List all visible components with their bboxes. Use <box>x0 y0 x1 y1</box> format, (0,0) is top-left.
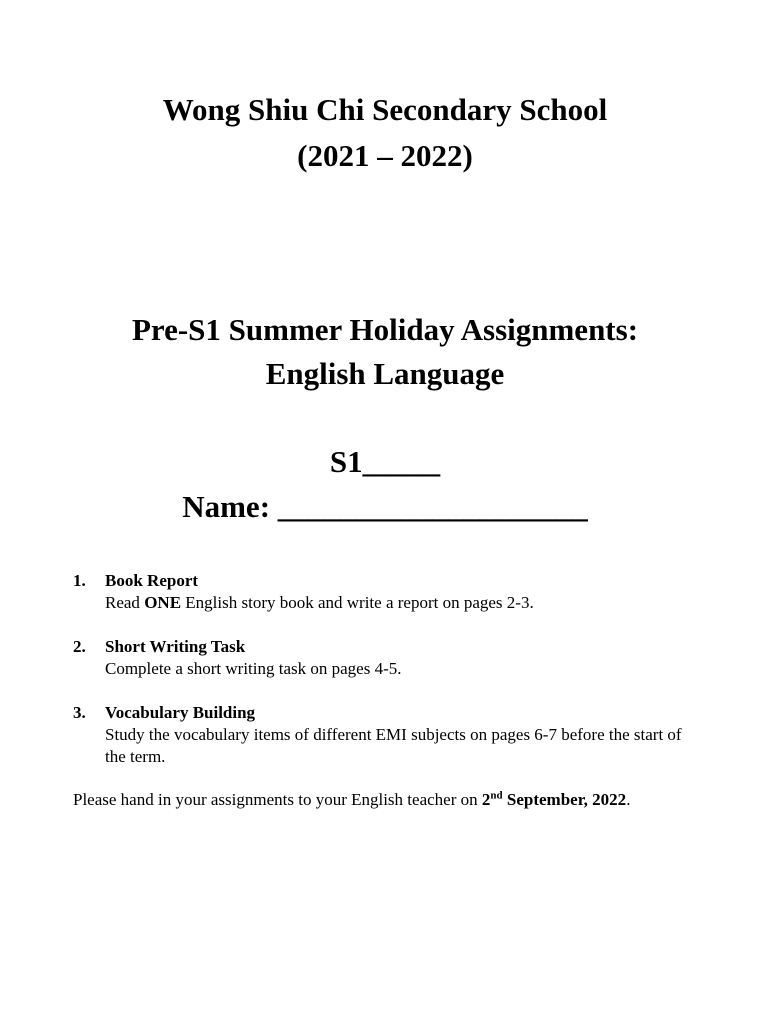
item-description-prefix: Read <box>105 593 145 612</box>
assignment-list <box>73 570 693 790</box>
list-item <box>73 570 693 614</box>
submission-instruction <box>73 789 630 811</box>
item-heading: Vocabulary Building <box>105 703 256 722</box>
item-number: 3. <box>73 703 86 722</box>
item-description <box>105 592 693 614</box>
item-number: 2. <box>73 637 86 656</box>
item-description: Complete a short writing task on pages 4-5. <box>105 659 402 678</box>
instruction-text: Please hand in your assignments to your English teacher on <box>73 790 482 809</box>
list-item <box>73 636 693 680</box>
class-field: S1_____ <box>329 444 441 479</box>
item-description-suffix: English story book and write a report on pages 2-3. <box>181 593 534 612</box>
item-heading: Book Report <box>105 571 199 590</box>
academic-years: (2021 – 2022) <box>297 138 473 173</box>
due-date-ordinal: nd <box>490 789 503 802</box>
due-date-day: 2 <box>481 790 491 809</box>
subject-title: English Language <box>265 356 505 391</box>
instruction-period: . <box>626 790 631 809</box>
item-description-emphasis: ONE <box>144 593 182 612</box>
item-heading: Short Writing Task <box>105 637 246 656</box>
due-date <box>482 790 626 809</box>
name-field: Name: ____________________ <box>182 489 588 524</box>
assignment-title: Pre-S1 Summer Holiday Assignments: <box>131 312 639 347</box>
item-description: Study the vocabulary items of different EMI subjects on pages 6-7 before the start of the term. <box>105 725 682 766</box>
list-item <box>73 702 693 768</box>
due-date-rest: September, 2022 <box>502 790 627 809</box>
item-number: 1. <box>73 571 86 590</box>
school-name: Wong Shiu Chi Secondary School <box>162 92 608 127</box>
